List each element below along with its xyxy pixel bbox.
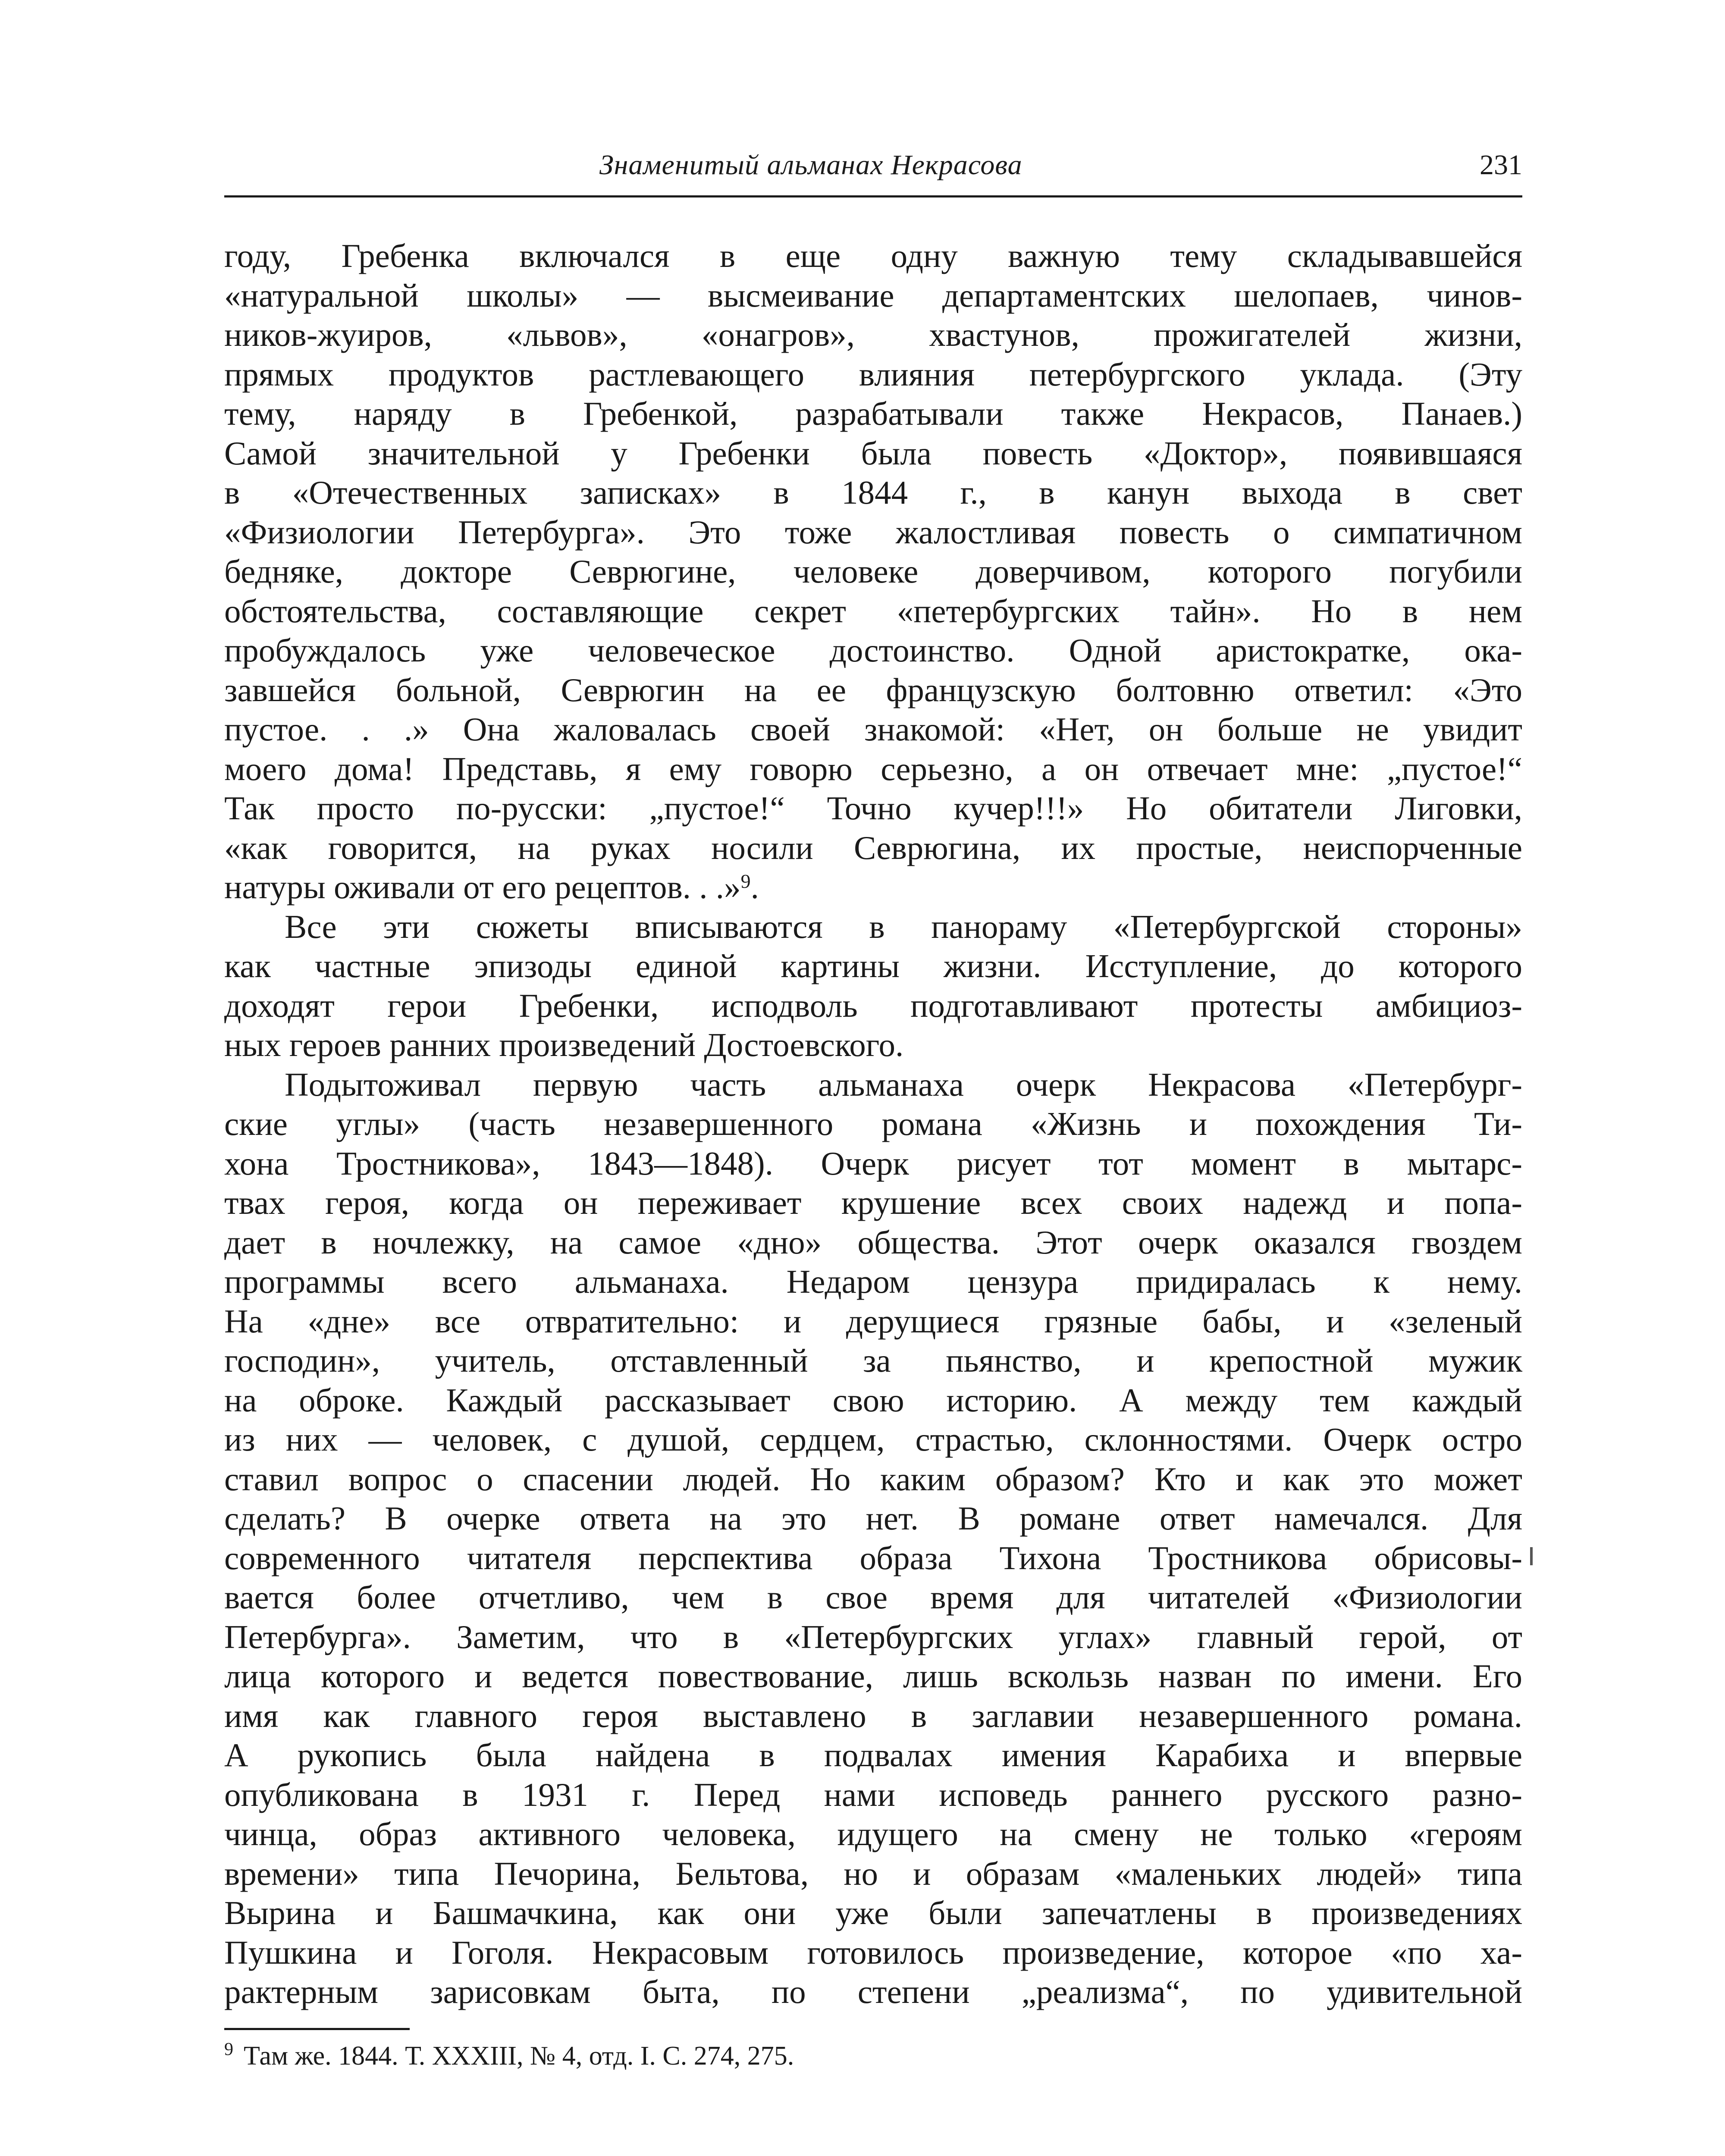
line-text: сделать? В очерке ответа на это нет. В романе ответ намечался. Для: [224, 1500, 1522, 1537]
text-line: [224, 1302, 1522, 1341]
line-text: ных героев ранних произведений Достоевского.: [224, 1026, 904, 1063]
line-text: году, Гребенка включался в еще одну важную тему складывавшейся: [224, 237, 1522, 274]
text-line: [224, 1539, 1522, 1578]
footnote-rule: [224, 2028, 410, 2030]
line-text: чинца, образ активного человека, идущего на смену не только «героям: [224, 1815, 1522, 1852]
text-line: [224, 1104, 1522, 1144]
running-header: [224, 142, 1522, 194]
text-line: [224, 394, 1522, 434]
text-line: [224, 1814, 1522, 1854]
line-text: рактерным зарисовкам быта, по степени „реализма“, по удивительной: [224, 1973, 1522, 2010]
line-text: времени» типа Печорина, Бельтова, но и образам «маленьких людей» типа: [224, 1855, 1522, 1892]
text-line: [224, 1144, 1522, 1184]
line-text: господин», учитель, отставленный за пьянство, и крепостной мужик: [224, 1342, 1522, 1379]
text-line: [224, 789, 1522, 828]
line-text: опубликована в 1931 г. Перед нами исповедь раннего русского разно-: [224, 1776, 1522, 1813]
line-text: «Физиологии Петербурга». Это тоже жалостливая повесть о симпатичном: [224, 513, 1522, 551]
text-line: [224, 1025, 1522, 1065]
line-text: обстоятельства, составляющие секрет «петербургских тайн». Но в нем: [224, 592, 1522, 630]
line-text: моего дома! Представь, я ему говорю серьезно, а он отвечает мне: „пустое!“: [224, 750, 1522, 787]
line-text: Так просто по-русски: „пустое!“ Точно кучер!!!» Но обитатели Лиговки,: [224, 790, 1522, 827]
text-line: [224, 1775, 1522, 1815]
text-line: [224, 513, 1522, 552]
text-line: [224, 1657, 1522, 1696]
paragraph: [224, 1065, 1522, 2012]
text-line: [224, 1933, 1522, 1973]
text-line: [224, 1696, 1522, 1736]
line-text: лица которого и ведется повествование, лишь вскользь назван по имени. Его: [224, 1658, 1522, 1695]
text-line: [224, 907, 1522, 947]
paragraph: [224, 907, 1522, 1065]
text-line: натуры оживали от его рецептов. . .»$^9$.: [224, 868, 759, 906]
text-line: [224, 828, 1522, 868]
line-text: бедняке, докторе Севрюгине, человеке доверчивом, которого погубили: [224, 553, 1522, 590]
text-line: [224, 946, 1522, 986]
line-text: Подытоживал первую часть альманаха очерк Некрасова «Петербург-: [285, 1065, 1522, 1103]
footnote-number: 9: [224, 2040, 233, 2059]
text-line: [224, 1223, 1522, 1263]
line-text: Вырина и Башмачкина, как они уже были запечатлены в произведениях: [224, 1894, 1522, 1931]
text-line: [224, 355, 1522, 395]
text-line: [224, 671, 1522, 710]
line-text: как частные эпизоды единой картины жизни. Исступление, до которого: [224, 947, 1522, 984]
text-line: [224, 1854, 1522, 1894]
text-line: [224, 315, 1522, 355]
line-text: пробуждалось уже человеческое достоинство. Одной аристократке, ока-: [224, 632, 1522, 669]
text-line: [224, 1972, 1522, 2012]
body-text: [224, 236, 1522, 2012]
text-line: [224, 276, 1522, 316]
line-text: дает в ночлежку, на самое «дно» общества. Этот очерк оказался гвоздем: [224, 1223, 1522, 1261]
line-text: твах героя, когда он переживает крушение всех своих надежд и попа-: [224, 1184, 1522, 1221]
running-header-title: Знаменитый альманах Некрасова: [599, 149, 1022, 181]
text-line: [224, 749, 1522, 789]
line-text: ников-жуиров, «львов», «онагров», хвастунов, прожигателей жизни,: [224, 316, 1522, 353]
line-text: «натуральной школы» — высмеивание департаментских шелопаев, чинов-: [224, 276, 1522, 314]
line-text: Самой значительной у Гребенки была повесть «Доктор», появившаяся: [224, 434, 1522, 472]
line-text: имя как главного героя выставлено в заглавии незавершенного романа.: [224, 1697, 1522, 1734]
header-rule: [224, 195, 1522, 197]
footnote-reference: 9: [740, 870, 751, 892]
line-text: «как говорится, на руках носили Севрюгина, их простые, неиспорченные: [224, 829, 1522, 866]
text-line: [224, 592, 1522, 631]
page-number: 231: [1480, 149, 1522, 181]
text-line: [224, 1262, 1522, 1302]
line-text: А рукопись была найдена в подвалах имения Карабиха и впервые: [224, 1736, 1522, 1774]
line-text: программы всего альманаха. Недаром цензура придиралась к нему.: [224, 1263, 1522, 1300]
line-text: вается более отчетливо, чем в свое время для читателей «Физиологии: [224, 1579, 1522, 1616]
line-text: На «дне» все отвратительно: и дерущиеся грязные бабы, и «зеленый: [224, 1302, 1522, 1340]
line-text: доходят герои Гребенки, исподволь подготавливают протесты амбициоз-: [224, 987, 1522, 1024]
text-line: [224, 1893, 1522, 1933]
line-text: Петербурга». Заметим, что в «Петербургских углах» главный герой, от: [224, 1618, 1522, 1655]
line-text: натуры оживали от его рецептов. . .»: [224, 868, 741, 906]
line-text: прямых продуктов растлевающего влияния петербургского уклада. (Эту: [224, 355, 1522, 393]
text-line: [224, 473, 1522, 513]
text-line: [224, 1736, 1522, 1775]
text-line: [224, 1460, 1522, 1499]
text-line: [224, 1065, 1522, 1105]
line-text: Все эти сюжеты вписываются в панораму «Петербургской стороны»: [285, 908, 1522, 945]
text-line: [224, 986, 1522, 1026]
line-text: ские углы» (часть незавершенного романа «Жизнь и похождения Ти-: [224, 1105, 1522, 1142]
text-line: [224, 552, 1522, 592]
line-text: Пушкина и Гоголя. Некрасовым готовилось произведение, которое «по ха-: [224, 1934, 1522, 1971]
text-line: [224, 1341, 1522, 1381]
text-line: [224, 1183, 1522, 1223]
text-line: [224, 1499, 1522, 1539]
line-text: ставил вопрос о спасении людей. Но каким образом? Кто и как это может: [224, 1460, 1522, 1498]
text-line: [224, 434, 1522, 473]
margin-mark: [1530, 1547, 1533, 1565]
line-text: современного читателя перспектива образа Тихона Тростникова обрисовы-: [224, 1539, 1522, 1576]
line-text: на оброке. Каждый рассказывает свою историю. А между тем каждый: [224, 1381, 1522, 1419]
text-line: [224, 710, 1522, 749]
text-line: [224, 1578, 1522, 1617]
line-text: пустое. . .» Она жаловалась своей знакомой: «Нет, он больше не увидит: [224, 711, 1522, 748]
footnote-text: Там же. 1844. Т. XXXIII, № 4, отд. I. С. 274, 275.: [244, 2041, 794, 2071]
line-text: из них — человек, с душой, сердцем, страстью, склонностями. Очерк остро: [224, 1421, 1522, 1458]
line-text: в «Отечественных записках» в 1844 г., в канун выхода в свет: [224, 474, 1522, 511]
text-line: [224, 236, 1522, 276]
text-line: [224, 1381, 1522, 1420]
line-text: тему, наряду в Гребенкой, разрабатывали также Некрасов, Панаев.): [224, 395, 1522, 432]
footnote: [224, 2039, 1522, 2073]
line-text: хона Тростникова», 1843—1848). Очерк рисует тот момент в мытарс-: [224, 1144, 1522, 1182]
line-text: завшейся больной, Севрюгин на ее французскую болтовню ответил: «Это: [224, 671, 1522, 708]
text-line: [224, 1617, 1522, 1657]
paragraph: [224, 236, 1522, 907]
text-line: [224, 631, 1522, 671]
text-line: [224, 1420, 1522, 1460]
